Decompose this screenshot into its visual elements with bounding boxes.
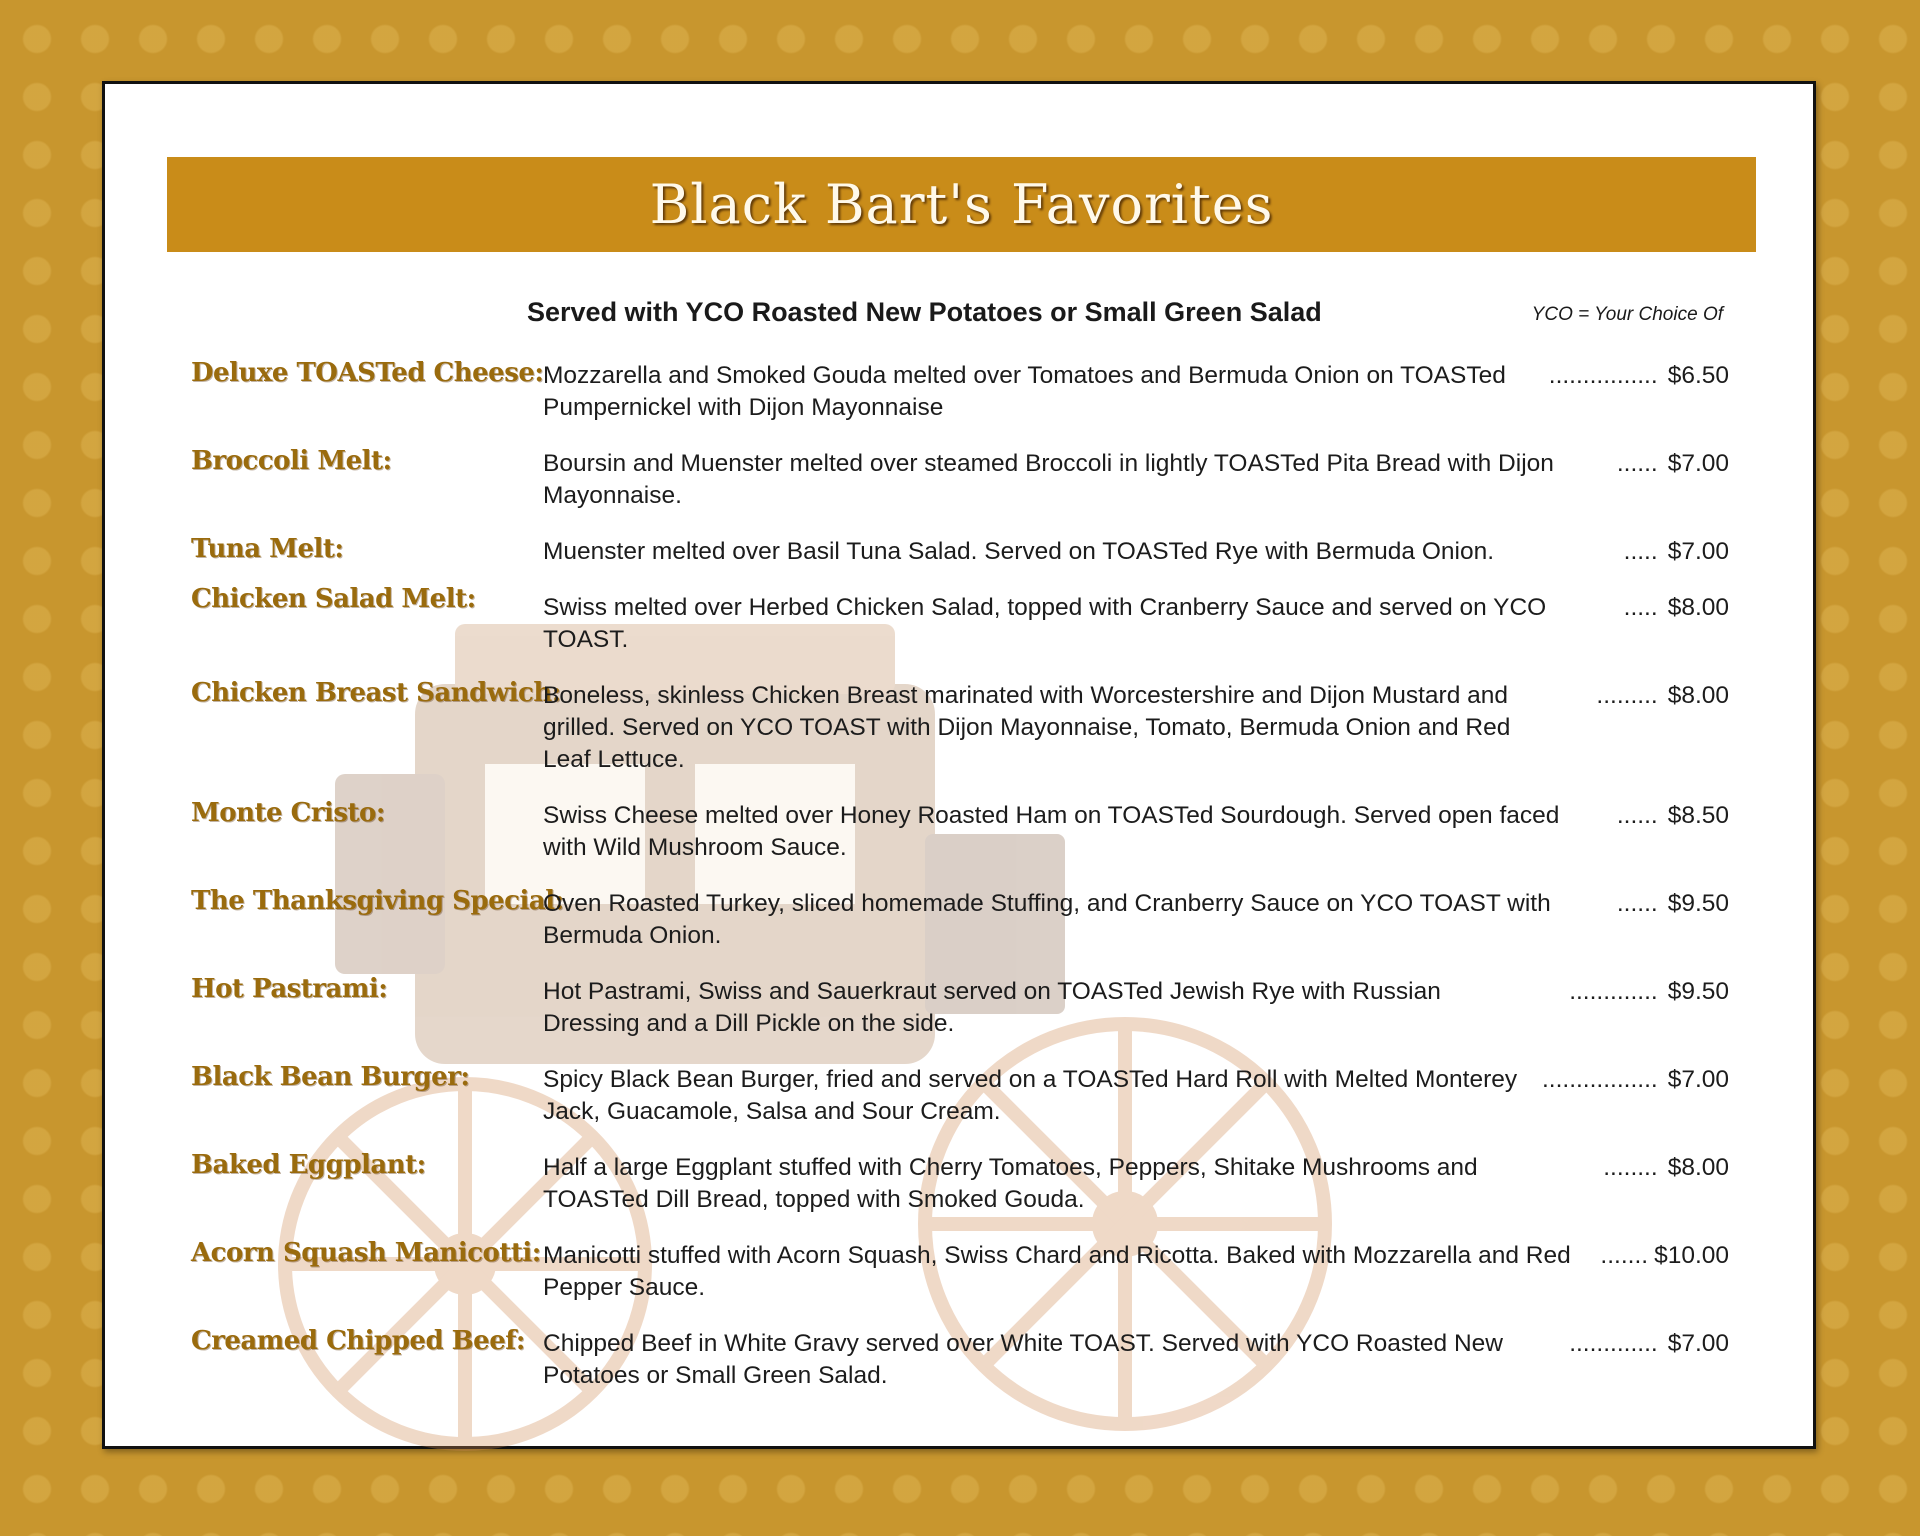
- menu-item-description: Swiss melted over Herbed Chicken Salad, topped with Cranberry Sauce and served on YCO TOAST.: [543, 594, 1547, 653]
- menu-item-price: $8.00: [1667, 1154, 1729, 1181]
- menu-item-name: Monte Cristo:: [191, 798, 385, 828]
- menu-item-name: The Thanksgiving Special:: [191, 886, 564, 916]
- menu-item-description: Muenster melted over Basil Tuna Salad. Served on TOASTed Rye with Bermuda Onion.: [543, 538, 1495, 565]
- dot-leader: .......: [1600, 1242, 1649, 1269]
- page-title: Black Bart's Favorites: [649, 173, 1274, 236]
- yco-note: YCO = Your Choice Of: [1531, 304, 1723, 325]
- menu-item-description: Half a large Eggplant stuffed with Cherry Tomatoes, Peppers, Shitake Mushrooms and TOASTed Dill Bread, topped with Smoked Gouda.: [543, 1154, 1478, 1213]
- menu-item-name: Baked Eggplant:: [191, 1150, 426, 1180]
- menu-item-price: $7.00: [1667, 538, 1729, 565]
- dot-leader: .....: [1623, 538, 1658, 565]
- menu-item-name: Chicken Salad Melt:: [191, 584, 476, 614]
- menu-item-description: Oven Roasted Turkey, sliced homemade Stuffing, and Cranberry Sauce on YCO TOAST with Bermuda Onion.: [543, 890, 1551, 949]
- dot-leader: ......: [1616, 802, 1658, 829]
- menu-item-price-row: [1542, 1064, 1729, 1096]
- menu-item-name: Tuna Melt:: [191, 534, 344, 564]
- menu-item-name: Creamed Chipped Beef:: [191, 1326, 526, 1356]
- menu-item-price: $8.00: [1667, 682, 1729, 709]
- menu-item-price-row: [1624, 536, 1729, 568]
- menu-item-price-row: [1569, 1328, 1729, 1360]
- menu-item-price-row: [1600, 1240, 1729, 1272]
- menu-item-price-row: [1603, 1152, 1729, 1184]
- menu-item-name: Hot Pastrami:: [191, 974, 388, 1004]
- menu-item-description: Chipped Beef in White Gravy served over White TOAST. Served with YCO Roasted New Potatoes or Small Green Salad.: [543, 1330, 1503, 1389]
- menu-item-price-row: [1617, 800, 1729, 832]
- menu-item-name: Chicken Breast Sandwich:: [191, 678, 561, 708]
- dot-leader: .............: [1569, 1330, 1658, 1357]
- menu-item-description: Hot Pastrami, Swiss and Sauerkraut served on TOASTed Jewish Rye with Russian Dressing and a Dill Pickle on the side.: [543, 978, 1441, 1037]
- dot-leader: ......: [1616, 890, 1658, 917]
- menu-item-price-row: [1596, 680, 1729, 712]
- menu-item-description: Mozzarella and Smoked Gouda melted over Tomatoes and Bermuda Onion on TOASTed Pumpernickel with Dijon Mayonnaise: [543, 362, 1506, 421]
- dot-leader: ......: [1616, 450, 1658, 477]
- menu-card: [102, 81, 1816, 1449]
- menu-item-price: $7.00: [1667, 1066, 1729, 1093]
- menu-item-price: $8.00: [1667, 594, 1729, 621]
- menu-item-price: $6.50: [1667, 362, 1729, 389]
- dot-leader: .........: [1596, 682, 1658, 709]
- menu-item-name: Broccoli Melt:: [191, 446, 392, 476]
- menu-item-price-row: [1624, 592, 1729, 624]
- menu-item-name: Black Bean Burger:: [191, 1062, 470, 1092]
- menu-item-description: Boursin and Muenster melted over steamed Broccoli in lightly TOASTed Pita Bread with Dijon Mayonnaise.: [543, 450, 1554, 509]
- menu-item-name: Acorn Squash Manicotti:: [191, 1238, 541, 1268]
- menu-item-price-row: [1617, 448, 1729, 480]
- menu-item-price: $7.00: [1667, 450, 1729, 477]
- menu-item-price-row: [1549, 360, 1729, 392]
- title-banner: [167, 157, 1756, 252]
- dot-leader: ................: [1548, 362, 1658, 389]
- dot-leader: ........: [1603, 1154, 1658, 1181]
- dot-leader: .....: [1623, 594, 1658, 621]
- menu-item-price: $8.50: [1667, 802, 1729, 829]
- menu-item-name: Deluxe TOASTed Cheese:: [191, 358, 544, 388]
- menu-item-price-row: [1569, 976, 1729, 1008]
- menu-item-description: Swiss Cheese melted over Honey Roasted Ham on TOASTed Sourdough. Served open faced with Wild Mushroom Sauce.: [543, 802, 1560, 861]
- menu-item-price-row: [1617, 888, 1729, 920]
- menu-item-description: Spicy Black Bean Burger, fried and served on a TOASTed Hard Roll with Melted Monterey Jack, Guacamole, Salsa and Sour Cream.: [543, 1066, 1518, 1125]
- menu-item-description: Manicotti stuffed with Acorn Squash, Swiss Chard and Ricotta. Baked with Mozzarella and Red Pepper Sauce.: [543, 1242, 1571, 1301]
- menu-item-price: $9.50: [1667, 978, 1729, 1005]
- menu-item-price: $9.50: [1667, 890, 1729, 917]
- menu-item-price: $7.00: [1667, 1330, 1729, 1357]
- menu-item-description: Boneless, skinless Chicken Breast marinated with Worcestershire and Dijon Mustard and grilled. Served on YCO TOAST with Dijon Mayonnaise, Tomato, Bermuda Onion and Red Leaf Lettuce.: [543, 682, 1511, 773]
- subtitle: Served with YCO Roasted New Potatoes or Small Green Salad: [527, 297, 1322, 327]
- dot-leader: .................: [1541, 1066, 1658, 1093]
- menu-item-price: $10.00: [1654, 1242, 1729, 1269]
- dot-leader: .............: [1569, 978, 1658, 1005]
